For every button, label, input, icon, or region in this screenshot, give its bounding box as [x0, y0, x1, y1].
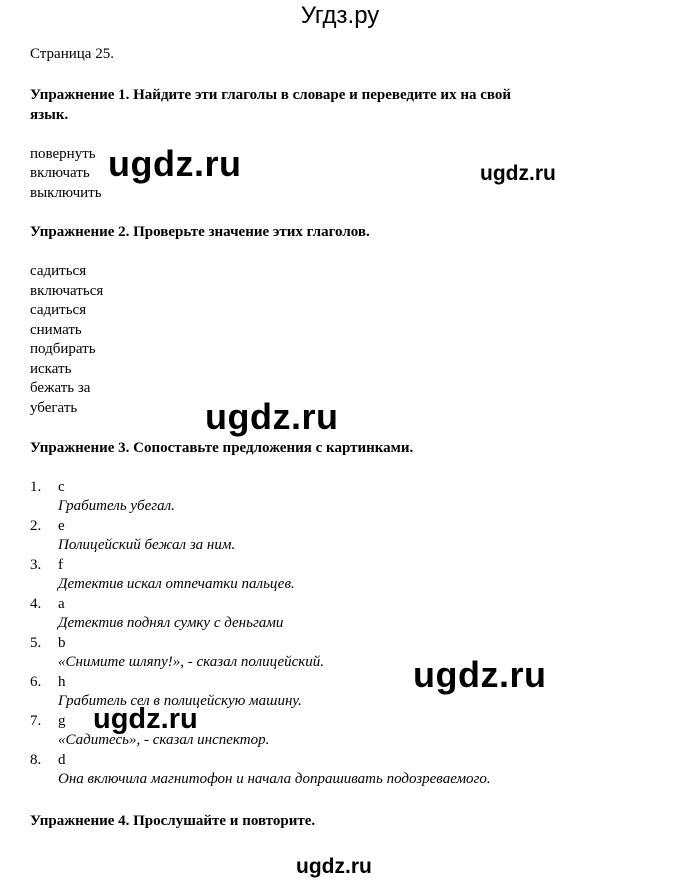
watermark-text: ugdz.ru: [413, 654, 547, 695]
ex2-word: бежать за: [30, 380, 91, 396]
ex3-item-answer: [30, 517, 65, 536]
ex3-item-number: 1.: [30, 479, 42, 495]
ex3-item-letter: b: [58, 635, 66, 651]
ex2-word: искать: [30, 361, 72, 377]
ex1-word: повернуть: [30, 146, 96, 162]
ex3-item-sentence: Грабитель сел в полицейскую машину.: [58, 693, 302, 709]
ex2-word: снимать: [30, 322, 82, 338]
ex3-item-number: 5.: [30, 635, 42, 651]
page-label: Страница 25.: [30, 46, 114, 62]
ex2-title: Упражнение 2. Проверьте значение этих глаголов.: [30, 224, 370, 240]
ex1-title-line1: Упражнение 1. Найдите эти глаголы в словаре и переведите их на свой: [30, 87, 512, 103]
ex2-word: убегать: [30, 400, 78, 416]
ex4-title: Упражнение 4. Прослушайте и повторите.: [30, 813, 316, 829]
ex3-item-number: 2.: [30, 518, 42, 534]
ex3-item-letter: c: [58, 479, 65, 495]
ex3-item-answer: [30, 751, 66, 770]
ex3-item-number: 4.: [30, 596, 42, 612]
ex3-item-answer: [30, 673, 66, 692]
ex1-title-line2: язык.: [30, 107, 69, 123]
watermark-text: ugdz.ru: [205, 396, 339, 437]
ex2-word: садиться: [30, 302, 87, 318]
ex3-item-letter: f: [58, 557, 63, 573]
ex2-word: садиться: [30, 263, 87, 279]
ex3-item-letter: h: [58, 674, 66, 690]
ex3-item-answer: [30, 595, 65, 614]
ex3-item-sentence: Полицейский бежал за ним.: [58, 537, 236, 553]
ex3-item-sentence: «Снимите шляпу!», - сказал полицейский.: [58, 654, 325, 670]
ex3-item-number: 8.: [30, 752, 42, 768]
ex3-item-sentence: Детектив поднял сумку с деньгами: [58, 615, 284, 631]
ex3-item-number: 3.: [30, 557, 42, 573]
ex3-item-letter: g: [58, 713, 66, 729]
watermark-text: ugdz.ru: [108, 143, 242, 184]
ex2-word: включаться: [30, 283, 104, 299]
ex3-item-sentence: Детектив искал отпечатки пальцев.: [58, 576, 295, 592]
ex3-item-sentence: Она включила магнитофон и начала допрашивать подозреваемого.: [58, 771, 491, 787]
ex3-item-answer: [30, 556, 63, 575]
ex3-item-letter: e: [58, 518, 65, 534]
ex3-item-number: 6.: [30, 674, 42, 690]
watermark-text: ugdz.ru: [296, 855, 372, 878]
ex3-item-answer: [30, 634, 66, 653]
ex3-item-answer: [30, 712, 66, 731]
ex1-word: выключить: [30, 185, 102, 201]
ex3-item-sentence: Грабитель убегал.: [58, 498, 175, 514]
ex3-item-answer: [30, 478, 65, 497]
ex3-item-number: 7.: [30, 713, 42, 729]
ex3-title: Упражнение 3. Сопоставьте предложения с картинками.: [30, 440, 414, 456]
ex1-word: включать: [30, 165, 90, 181]
ex3-item-letter: a: [58, 596, 65, 612]
ex3-item-sentence: «Садитесь», - сказал инспектор.: [58, 732, 270, 748]
ex3-item-letter: d: [58, 752, 66, 768]
watermark-text: ugdz.ru: [480, 162, 556, 185]
watermark-text: ugdz.ru: [93, 703, 198, 735]
ex2-word: подбирать: [30, 341, 96, 357]
site-header: Угдз.ру: [300, 2, 380, 29]
